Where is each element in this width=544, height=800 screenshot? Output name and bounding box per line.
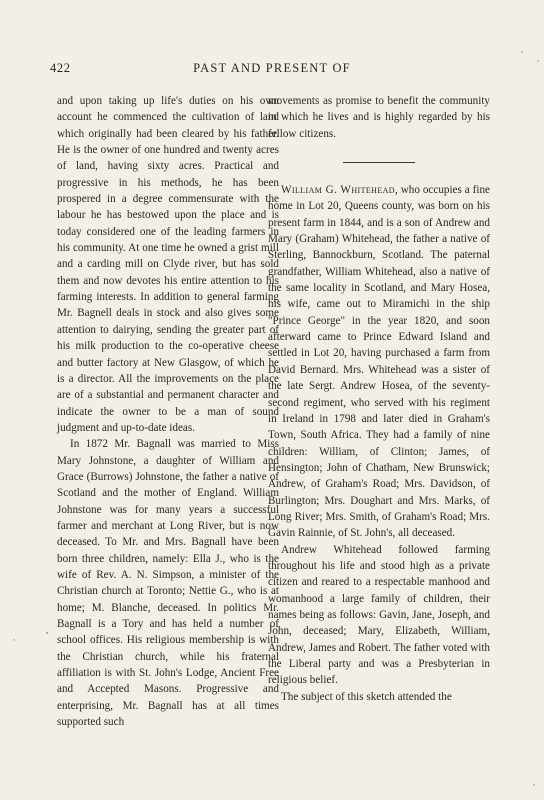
left-column	[57, 93, 279, 730]
sketch-subject-name: William G. Whitehead	[281, 184, 395, 197]
continuation-paragraph: movements as promise to benefit the community in which he lives and is highly regarded by his fellow citizens.	[268, 95, 490, 140]
left-paragraph: In 1872 Mr. Bagnall was married to Miss Mary Johnstone, a daughter of William and Grace (Burrows) Johnstone, the father a native of Scotland and the mother of England. William Johnstone was for many years a successful farmer and merchant at Long River, but is now deceased. To Mr. and Mrs. Bagnall have been born three children, namely: Ella J., who is the wife of Rev. A. N. Simpson, a minister of the Christian church at Toronto; Nettie G., who is at home; M. Blanche, deceased. In politics Mr. Bagnall is a Tory and has held a number of school offices. His religious membership is with the Christian church, while his fraternal affiliation is with St. John's Lodge, Ancient Free and Accepted Masons. Progressive and enterprising, Mr. Bagnall has at all times supported such	[57, 438, 279, 729]
sketch-intro-paragraph	[268, 182, 490, 542]
right-column	[268, 93, 490, 705]
running-title: PAST AND PRESENT OF	[193, 61, 351, 75]
page-header	[50, 61, 494, 77]
left-paragraph: and upon taking up life's duties on his own account he commenced the cultivation of land which originally had been cleared by his father. He is the owner of one hundred and twenty acres of land, having sixty acres. Practical and progressive in his methods, he has been prospered in a degree commensurate with the labour he has bestowed upon the place and is today considered one of the leading farmers in his community. At one time he owned a grist mill and a carding mill on Clyde river, but has sold them and now devotes his entire attention to his farming interests. In addition to general farming Mr. Bagnell deals in stock and also gives some attention to dairying, sending the greater part of his milk production to the co-operative cheese and butter factory at New Glasgow, of which he is a director. All the improvements on the place are of a substantial and permanent character and indicate the owner to be a man of sound judgment and up-to-date ideas.	[57, 95, 279, 434]
page-number: 422	[50, 61, 71, 75]
right-paragraph: Andrew Whitehead followed farming throughout his life and stood high as a private citizen and reared to a respectable manhood and womanhood a large family of children, their names being as follows: Gavin, Jane, Joseph, and John, deceased; Mary, Elizabeth, William, Andrew, James and Robert. The father voted with the Liberal party and was a Presbyterian in religious belief.	[268, 543, 490, 687]
right-paragraph: The subject of this sketch attended the	[281, 690, 452, 703]
section-divider	[343, 162, 415, 163]
sketch-intro-text: , who occupies a fine home in Lot 20, Queens county, was born on his present farm in 1844, and is a son of Andrew and Mary (Graham) Whitehead, the father a native of Sterling, Bannockburn, Scotland. The paternal grandfather, William Whitehead, also a native of the same locality in Scotland, and Mary Hosea, his wife, came out to Miramichi in the ship "Prince George" in the year 1820, and soon afterward came to Prince Edward Island and settled in Lot 20, having purchased a farm from David Bernard. Mrs. Whitehead was a sister of the late Sergt. Andrew Hosea, of the seventy-second regiment, who served with his regiment in Ireland in 1798 and later died in Graham's Town, South Africa. They had a family of nine children: William, of Clinton; James, of Hensington; John of Chatham, New Brunswick; Andrew, of Graham's Road; Mrs. Davidson, of Burlington; Mrs. Doughart and Mrs. Marks, of Long River; Mrs. Smith, of Graham's Road; Mrs. Gavin Rainnie, of St. John's, all deceased.	[268, 184, 490, 540]
